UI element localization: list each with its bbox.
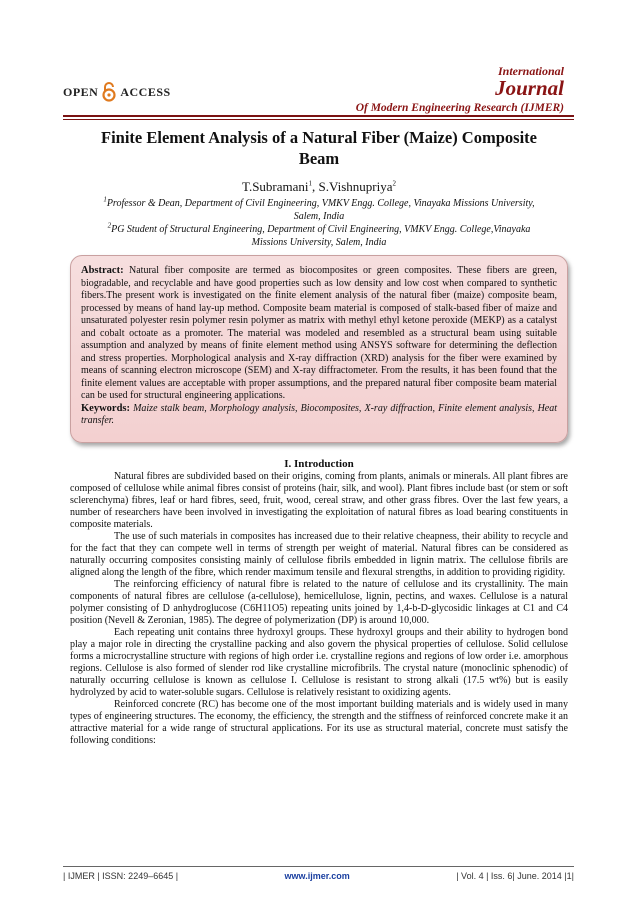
journal-name: Journal <box>495 76 564 100</box>
title-line-1: Finite Element Analysis of a Natural Fiber (Maize) Composite <box>101 128 537 147</box>
paragraph: Each repeating unit contains three hydroxyl groups. These hydroxyl groups and their ability to hydrogen bond play a major role in directing the crystalline packing and also govern the physical properties of cellulose. Solid cellulose forms a microcrystalline structure with regions of high order i.e. crystalline regions and regions of low order i.e. amorphous regions. Cellulose is also formed of slender rod like crystalline microfibrils. The crystal nature (monoclinic sphenodic) of naturally occurring cellulose is known as cellulose I. Cellulose is resistant to strong alkali (17.5 wt%) but is easily hydrolyzed by acid to water-soluble sugars. Cellulose is relatively resistant to oxidizing agents. <box>70 627 568 698</box>
author-2-sup: 2 <box>392 179 397 188</box>
header-rule <box>63 115 574 117</box>
keywords-label: Keywords: <box>81 402 130 414</box>
open-lock-icon <box>101 82 117 102</box>
affil-1-line-1: Professor & Dean, Department of Civil Engineering, VMKV Engg. College, Vinayaka Missions University, <box>106 198 535 209</box>
section-heading: I. Introduction <box>284 458 354 470</box>
author-1: T.Subramani <box>241 179 309 194</box>
open-text: OPEN <box>63 84 99 99</box>
author-1-sup: 1 <box>308 179 313 188</box>
abstract-label: Abstract: <box>81 265 124 276</box>
footer-volume: | Vol. 4 | Iss. 6| June. 2014 |1| <box>456 871 574 881</box>
keywords-text: Maize stalk beam, Morphology analysis, Biocomposites, X-ray diffraction, Finite element analysis, Heat transfer. <box>81 402 558 426</box>
affil-1-sup: 1 <box>103 195 107 204</box>
affil-1-line-2: Salem, India <box>293 211 345 222</box>
footer-issn: | IJMER | ISSN: 2249–6645 | <box>63 871 179 881</box>
paragraph: Natural fibres are subdivided based on their origins, coming from plants, animals or minerals. All plant fibres are composed of cellulose while animal fibres consist of proteins (hair, silk, and wool). Plant fibres include bast (or stem or soft sclerenchyma) fibres, leaf or hard fibres, seed, fruit, wood, cereal straw, and other grass fibres. Over the last few years, a number of researchers have been involved in investigating the exploitation of natural fibres as load bearing constituents in composite materials. <box>70 471 568 530</box>
keywords-paragraph <box>81 403 557 428</box>
open-access-logo <box>63 82 171 102</box>
journal-international: International <box>497 64 564 78</box>
abstract-box <box>70 255 568 443</box>
affil-2-sup: 2 <box>107 221 112 230</box>
title-line-2: Beam <box>298 149 340 168</box>
affil-2-line-1: PG Student of Structural Engineering, Department of Civil Engineering, VMKV Engg. College,Vinayaka <box>111 224 531 235</box>
journal-subtitle: Of Modern Engineering Research (IJMER) <box>355 102 564 114</box>
affiliation-1 <box>66 197 572 223</box>
section-body <box>70 471 568 747</box>
affiliation-2 <box>66 223 572 249</box>
access-text: ACCESS <box>120 84 171 99</box>
paper-title <box>70 127 568 169</box>
footer-rule <box>63 866 574 867</box>
paragraph: Reinforced concrete (RC) has become one of the most important building materials and is widely used in many types of engineering structures. The economy, the efficiency, the strength and the stiffness of reinforced concrete make it an attractive material for a wide range of structural applications. For its use as structural material, concrete must satisfy the following conditions: <box>70 699 568 746</box>
footer-website-link[interactable]: www.ijmer.com <box>284 871 350 881</box>
authors <box>70 179 568 195</box>
abstract-paragraph <box>81 265 557 403</box>
affil-2-line-2: Missions University, Salem, India <box>251 237 387 248</box>
paragraph: The reinforcing efficiency of natural fibre is related to the nature of cellulose and its crystallinity. The main components of natural fibres are cellulose (a-cellulose), hemicellulose, lignin, pectins, and waxes. Cellulose is a natural polymer consisting of D anhydroglucose (C6H11O5) repeating units joined by 1,4-b-D-glycosidic linkages at C1 and C4 position (Nevell & Zeronian, 1985). The degree of polymerization (DP) is around 10,000. <box>70 579 568 626</box>
footer <box>63 871 574 881</box>
author-2: , S.Vishnupriya <box>312 179 393 194</box>
paragraph: The use of such materials in composites has increased due to their relative cheapness, their ability to recycle and for the fact that they can compete well in terms of strength per weight of material. Natural fibres can be considered as naturally occurring composites consisting mainly of cellulose fibrils embedded in lignin matrix. The cellulose fibrils are aligned along the length of the fibre, which render maximum tensile and flexural strengths, in addition to providing rigidity. <box>70 531 568 578</box>
abstract-text: Natural fiber composite are termed as biocomposites or green composites. These fibers are green, biogradable, and recyclable and have good properties such as low density and low cost when compared to synthetic fibers.The present work is investigated on the finite element analysis of the natural fiber (maize) composite beam, processed by means of hand lay-up method. Composite beam material is composed of stalk-based fiber of maize and unsaturated polyester resin polymer resin polymer as matrix with methyl ethyl ketone peroxide (MEKP) as a catalyst and cobalt octoate as a promoter. The material was modeled and resembled as a structural beam using suitable assumption and analyzed by means of finite element method using ANSYS software for determining the deflection and stress properties. Morphological analysis and X-ray diffraction (XRD) analysis for the fiber were examined by means of scanning electron microscope (SEM) and X-ray diffractometer. From the results, it has been found that the finite element values are acceptable with proper assumptions, and the prepared natural fiber composite beam material can be used for structural engineering applications. <box>81 265 558 401</box>
header-rule-thin <box>63 119 574 120</box>
